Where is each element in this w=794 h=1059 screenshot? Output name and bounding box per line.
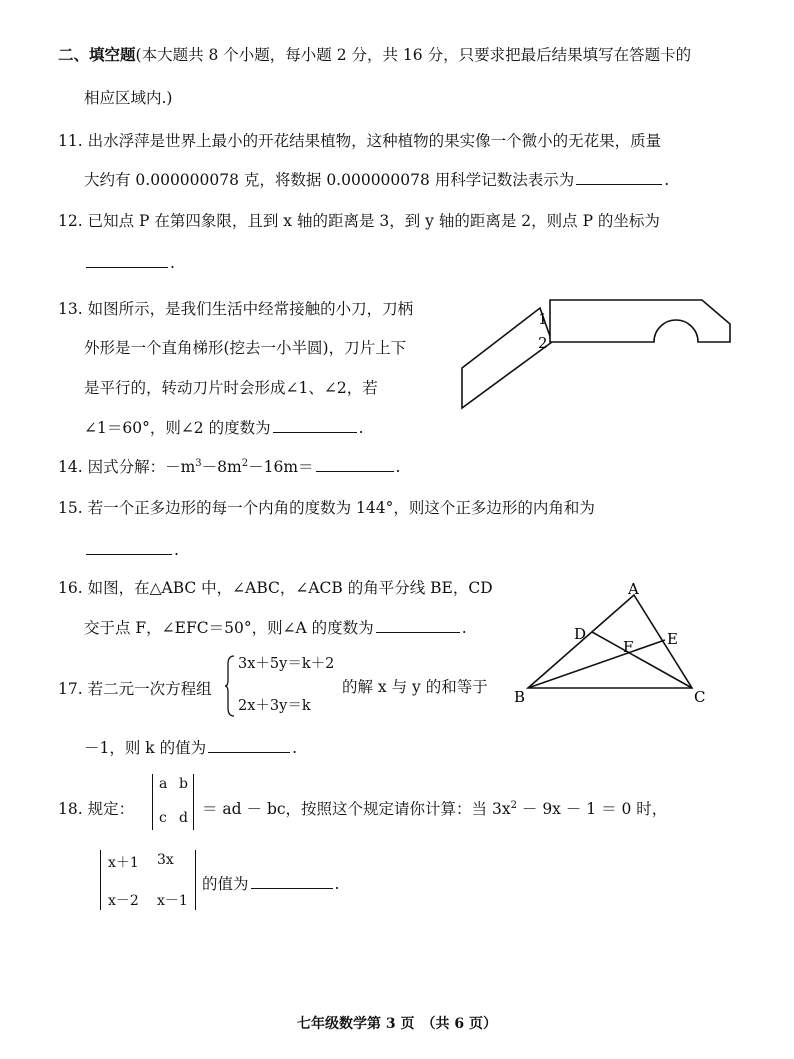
det-b: b <box>179 776 188 792</box>
q12-answer-blank[interactable] <box>86 253 168 268</box>
q14-text-a: 14. 因式分解：－m <box>58 458 196 476</box>
q17-line2: －1，则 k 的值为 . <box>84 739 298 757</box>
q13-line1: 13. 如图所示，是我们生活中经常接触的小刀，刀柄 <box>58 300 414 318</box>
knife-handle <box>550 300 730 342</box>
q11-line2: 大约有 0.000000078 克，将数据 0.000000078 用科学记数法表示为 . <box>84 171 670 189</box>
triangle-figure <box>510 578 720 708</box>
q12-line1: 12. 已知点 P 在第四象限，且到 x 轴的距离是 3，到 y 轴的距离是 2，则点 P 的坐标为 <box>58 212 660 230</box>
q18-rule <box>202 799 667 819</box>
det-m22: x－1 <box>157 893 188 909</box>
q18-text: 的值为 <box>202 875 249 893</box>
det-c: c <box>159 810 167 826</box>
q14-answer-blank[interactable] <box>316 457 394 472</box>
q18-question-determinant <box>100 850 196 910</box>
knife-figure <box>450 290 740 420</box>
section-title: 二、填空题 <box>58 45 136 64</box>
q17-text: －1，则 k 的值为 <box>84 739 207 757</box>
q18-rule-exp: 2 <box>510 800 517 811</box>
q18-rule-end: － 9x － 1 ＝ 0 时， <box>516 800 668 818</box>
q14-exp2: 2 <box>241 458 249 469</box>
q13-line2: 外形是一个直角梯形(挖去一小半圆)，刀片上下 <box>84 339 407 357</box>
det-m21: x－2 <box>108 893 139 909</box>
q14-text-b: －8m <box>201 458 242 476</box>
q18-definition-determinant <box>152 774 194 830</box>
q14-exp3: 3 <box>195 458 202 469</box>
section-header <box>58 45 691 65</box>
vertex-b-label: B <box>514 688 526 706</box>
det-d: d <box>179 810 188 826</box>
vertex-a-label: A <box>628 580 639 598</box>
q13-line4: ∠1＝60°，则∠2 的度数为 . <box>84 419 364 437</box>
q17-eq2: 2x＋3y＝k <box>238 698 311 714</box>
q15-answer-blank[interactable] <box>86 540 172 555</box>
angle-1-label: 1 <box>538 310 548 328</box>
q12-line2: . <box>84 253 175 273</box>
section-description-cont: 相应区域内.) <box>84 89 173 107</box>
q11-text: 大约有 0.000000078 克，将数据 0.000000078 用科学记数法表示为 <box>84 171 575 189</box>
q18-pre: 18. 规定： <box>58 800 135 818</box>
q17-brace <box>224 654 236 718</box>
q16-line2: 交于点 F，∠EFC＝50°，则∠A 的度数为 . <box>84 619 467 637</box>
q17-pre: 17. 若二元一次方程组 <box>58 680 212 698</box>
det-a: a <box>159 776 168 792</box>
q17-eq1: 3x＋5y＝k＋2 <box>238 656 335 672</box>
q18-line2: 的值为 . <box>202 875 340 893</box>
q18-answer-blank[interactable] <box>251 874 333 889</box>
q16-line1: 16. 如图，在△ABC 中，∠ABC，∠ACB 的角平分线 BE，CD <box>58 579 493 597</box>
q15-line2: . <box>84 540 179 560</box>
q17-answer-blank[interactable] <box>208 738 290 753</box>
det-m11: x＋1 <box>108 855 139 871</box>
angle-2-label: 2 <box>538 334 548 352</box>
q11-answer-blank[interactable] <box>576 170 662 185</box>
vertex-c-label: C <box>694 688 706 706</box>
q16-text: 交于点 F，∠EFC＝50°，则∠A 的度数为 <box>84 619 374 637</box>
q14-text-c: －16m＝ <box>248 458 314 476</box>
q11-line1: 11. 出水浮萍是世界上最小的开花结果植物，这种植物的果实像一个微小的无花果，质量 <box>58 132 662 150</box>
q17-post: 的解 x 与 y 的和等于 <box>342 678 488 696</box>
point-e-label: E <box>667 630 678 648</box>
page-footer: 七年级数学第 3 页 （共 6 页） <box>297 1016 497 1032</box>
q13-answer-blank[interactable] <box>273 418 357 433</box>
point-f-label: F <box>623 638 634 656</box>
q18-rule-text: ＝ ad － bc，按照这个规定请你计算：当 3x <box>202 800 511 818</box>
q16-answer-blank[interactable] <box>376 618 460 633</box>
q14-line: 14. 因式分解：$-m^3-8m^2-16m=$ . <box>58 458 401 476</box>
q13-line3: 是平行的，转动刀片时会形成∠1、∠2，若 <box>84 379 378 397</box>
q13-text: ∠1＝60°，则∠2 的度数为 <box>84 419 271 437</box>
det-m12: 3x <box>157 852 174 868</box>
q15-line1: 15. 若一个正多边形的每一个内角的度数为 144°，则这个正多边形的内角和为 <box>58 499 595 517</box>
section-description: (本大题共 8 个小题，每小题 2 分，共 16 分，只要求把最后结果填写在答题卡的 <box>135 46 692 64</box>
point-d-label: D <box>574 625 587 643</box>
bisector-be <box>528 640 665 688</box>
